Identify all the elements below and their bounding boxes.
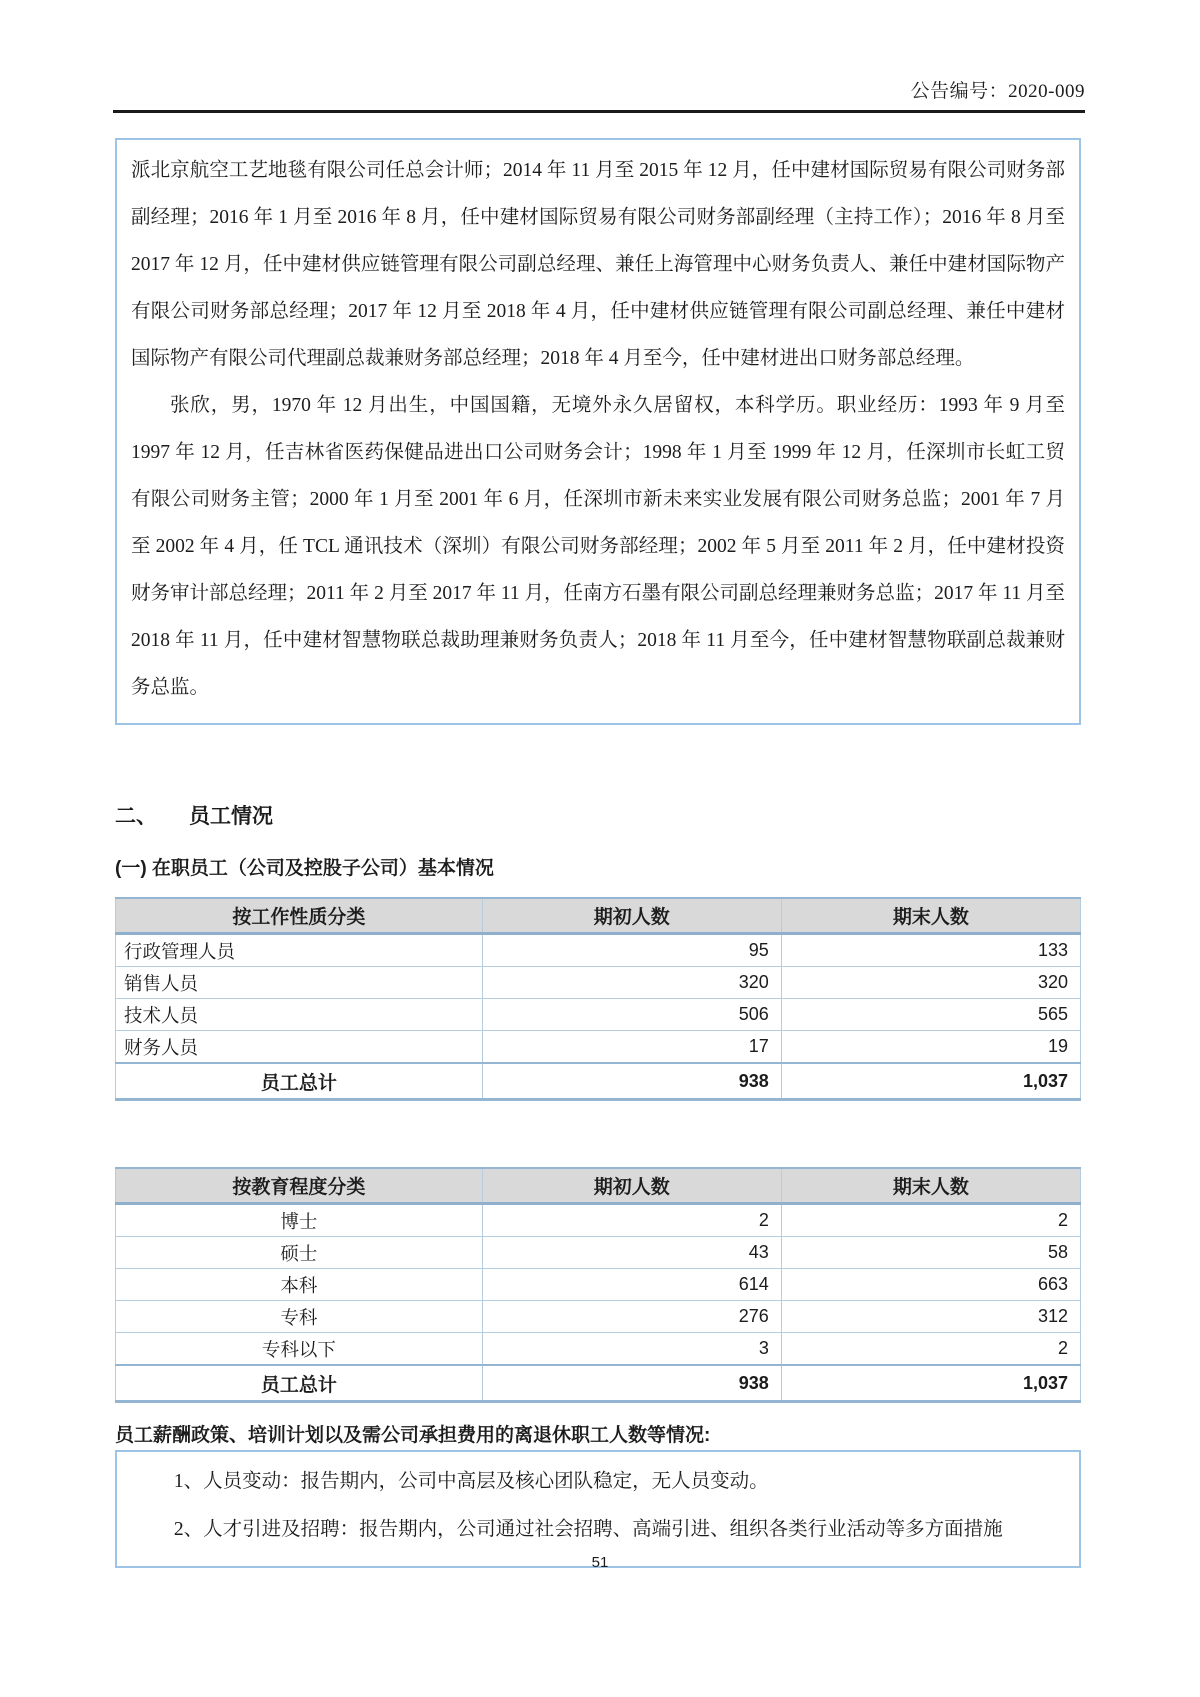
header-divider xyxy=(113,110,1085,113)
cell-value: 2 xyxy=(781,1204,1080,1237)
cell-label: 财务人员 xyxy=(116,1031,483,1064)
total-label: 员工总计 xyxy=(116,1063,483,1100)
table-row xyxy=(116,1301,1081,1333)
table-header-row xyxy=(116,898,1081,934)
total-value: 938 xyxy=(482,1365,781,1402)
cell-label: 专科 xyxy=(116,1301,483,1333)
cell-value: 95 xyxy=(482,934,781,967)
table-total-row xyxy=(116,1063,1081,1100)
table-row xyxy=(116,934,1081,967)
cell-value: 320 xyxy=(482,967,781,999)
note-line: 1、人员变动：报告期内，公司中高层及核心团队稳定，无人员变动。 xyxy=(173,1471,769,1492)
column-header: 按教育程度分类 xyxy=(116,1168,483,1204)
cell-label: 行政管理人员 xyxy=(116,934,483,967)
cell-label: 本科 xyxy=(116,1269,483,1301)
total-value: 1,037 xyxy=(781,1365,1080,1402)
page-number: 51 xyxy=(591,1554,609,1571)
cell-value: 506 xyxy=(482,999,781,1031)
column-header: 期末人数 xyxy=(781,1168,1080,1204)
bio-paragraph-continued: 派北京航空工艺地毯有限公司任总会计师；2014 年 11 月至 2015 年 12 月，任中建材国际贸易有限公司财务部副经理；2016 年 1 月至 2016 年 8 月，任中建材国际贸易有限公司财务部副经理（主持工作）；2016 年 8 月至 2017 年 12 月，任中建材供应链管理有限公司副总经理、兼任上海管理中心财务负责人、兼任中建材国际物产有限公司财务部总经理；2017 年 12 月至 2018 年 4 月，任中建材供应链管理有限公司副总经理、兼任中建材国际物产有限公司代理副总裁兼财务部总经理；2018 年 4 月至今，任中建材进出口财务部总经理。 xyxy=(131,160,1065,369)
salary-policy-heading: 员工薪酬政策、培训计划以及需公司承担费用的离退休职工人数等情况: xyxy=(115,1425,711,1446)
biography-text-box xyxy=(115,138,1081,725)
column-header: 期末人数 xyxy=(781,898,1080,934)
column-header: 期初人数 xyxy=(482,898,781,934)
table-row xyxy=(116,1237,1081,1269)
table-header-row xyxy=(116,1168,1081,1204)
cell-value: 3 xyxy=(482,1333,781,1366)
table-total-row xyxy=(116,1365,1081,1402)
note-line: 2、人才引进及招聘：报告期内，公司通过社会招聘、高端引进、组织各类行业活动等多方面措施 xyxy=(173,1519,1003,1540)
cell-value: 663 xyxy=(781,1269,1080,1301)
cell-value: 19 xyxy=(781,1031,1080,1064)
employees-by-job-type-table xyxy=(115,897,1081,1101)
column-header: 期初人数 xyxy=(482,1168,781,1204)
table-row xyxy=(116,1333,1081,1366)
cell-value: 133 xyxy=(781,934,1080,967)
cell-label: 博士 xyxy=(116,1204,483,1237)
employees-by-education-table xyxy=(115,1167,1081,1403)
cell-value: 43 xyxy=(482,1237,781,1269)
cell-label: 技术人员 xyxy=(116,999,483,1031)
table-row xyxy=(116,999,1081,1031)
cell-value: 2 xyxy=(781,1333,1080,1366)
bio-paragraph-zhangxin: 张欣，男，1970 年 12 月出生，中国国籍，无境外永久居留权，本科学历。职业经历：1993 年 9 月至 1997 年 12 月，任吉林省医药保健品进出口公司财务会计；1998 年 1 月至 1999 年 12 月，任深圳市长虹工贸有限公司财务主管；2000 年 1 月至 2001 年 6 月，任深圳市新未来实业发展有限公司财务总监；2001 年 7 月至 2002 年 4 月，任 TCL 通讯技术（深圳）有限公司财务部经理；2002 年 5 月至 2011 年 2 月，任中建材投资财务审计部总经理；2011 年 2 月至 2017 年 11 月，任南方石墨有限公司副总经理兼财务总监；2017 年 11 月至 2018 年 11 月，任中建材智慧物联总裁助理兼财务负责人；2018 年 11 月至今，任中建材智慧物联副总裁兼财务总监。 xyxy=(131,395,1065,698)
total-label: 员工总计 xyxy=(116,1365,483,1402)
section-number: 二、 xyxy=(115,805,157,828)
cell-value: 17 xyxy=(482,1031,781,1064)
column-header: 按工作性质分类 xyxy=(116,898,483,934)
cell-value: 58 xyxy=(781,1237,1080,1269)
announcement-number: 公告编号：2020-009 xyxy=(910,81,1085,102)
section-heading-employees xyxy=(115,800,273,830)
cell-label: 销售人员 xyxy=(116,967,483,999)
cell-label: 专科以下 xyxy=(116,1333,483,1366)
cell-value: 312 xyxy=(781,1301,1080,1333)
subsection-heading-active-employees: (一) 在职员工（公司及控股子公司）基本情况 xyxy=(115,858,494,879)
table-row xyxy=(116,1031,1081,1064)
section-title: 员工情况 xyxy=(189,805,273,828)
salary-notes-box xyxy=(115,1450,1081,1568)
cell-value: 565 xyxy=(781,999,1080,1031)
total-value: 938 xyxy=(482,1063,781,1100)
cell-value: 614 xyxy=(482,1269,781,1301)
table-row xyxy=(116,1269,1081,1301)
cell-value: 320 xyxy=(781,967,1080,999)
table-row xyxy=(116,967,1081,999)
cell-value: 2 xyxy=(482,1204,781,1237)
cell-value: 276 xyxy=(482,1301,781,1333)
total-value: 1,037 xyxy=(781,1063,1080,1100)
cell-label: 硕士 xyxy=(116,1237,483,1269)
table-row xyxy=(116,1204,1081,1237)
